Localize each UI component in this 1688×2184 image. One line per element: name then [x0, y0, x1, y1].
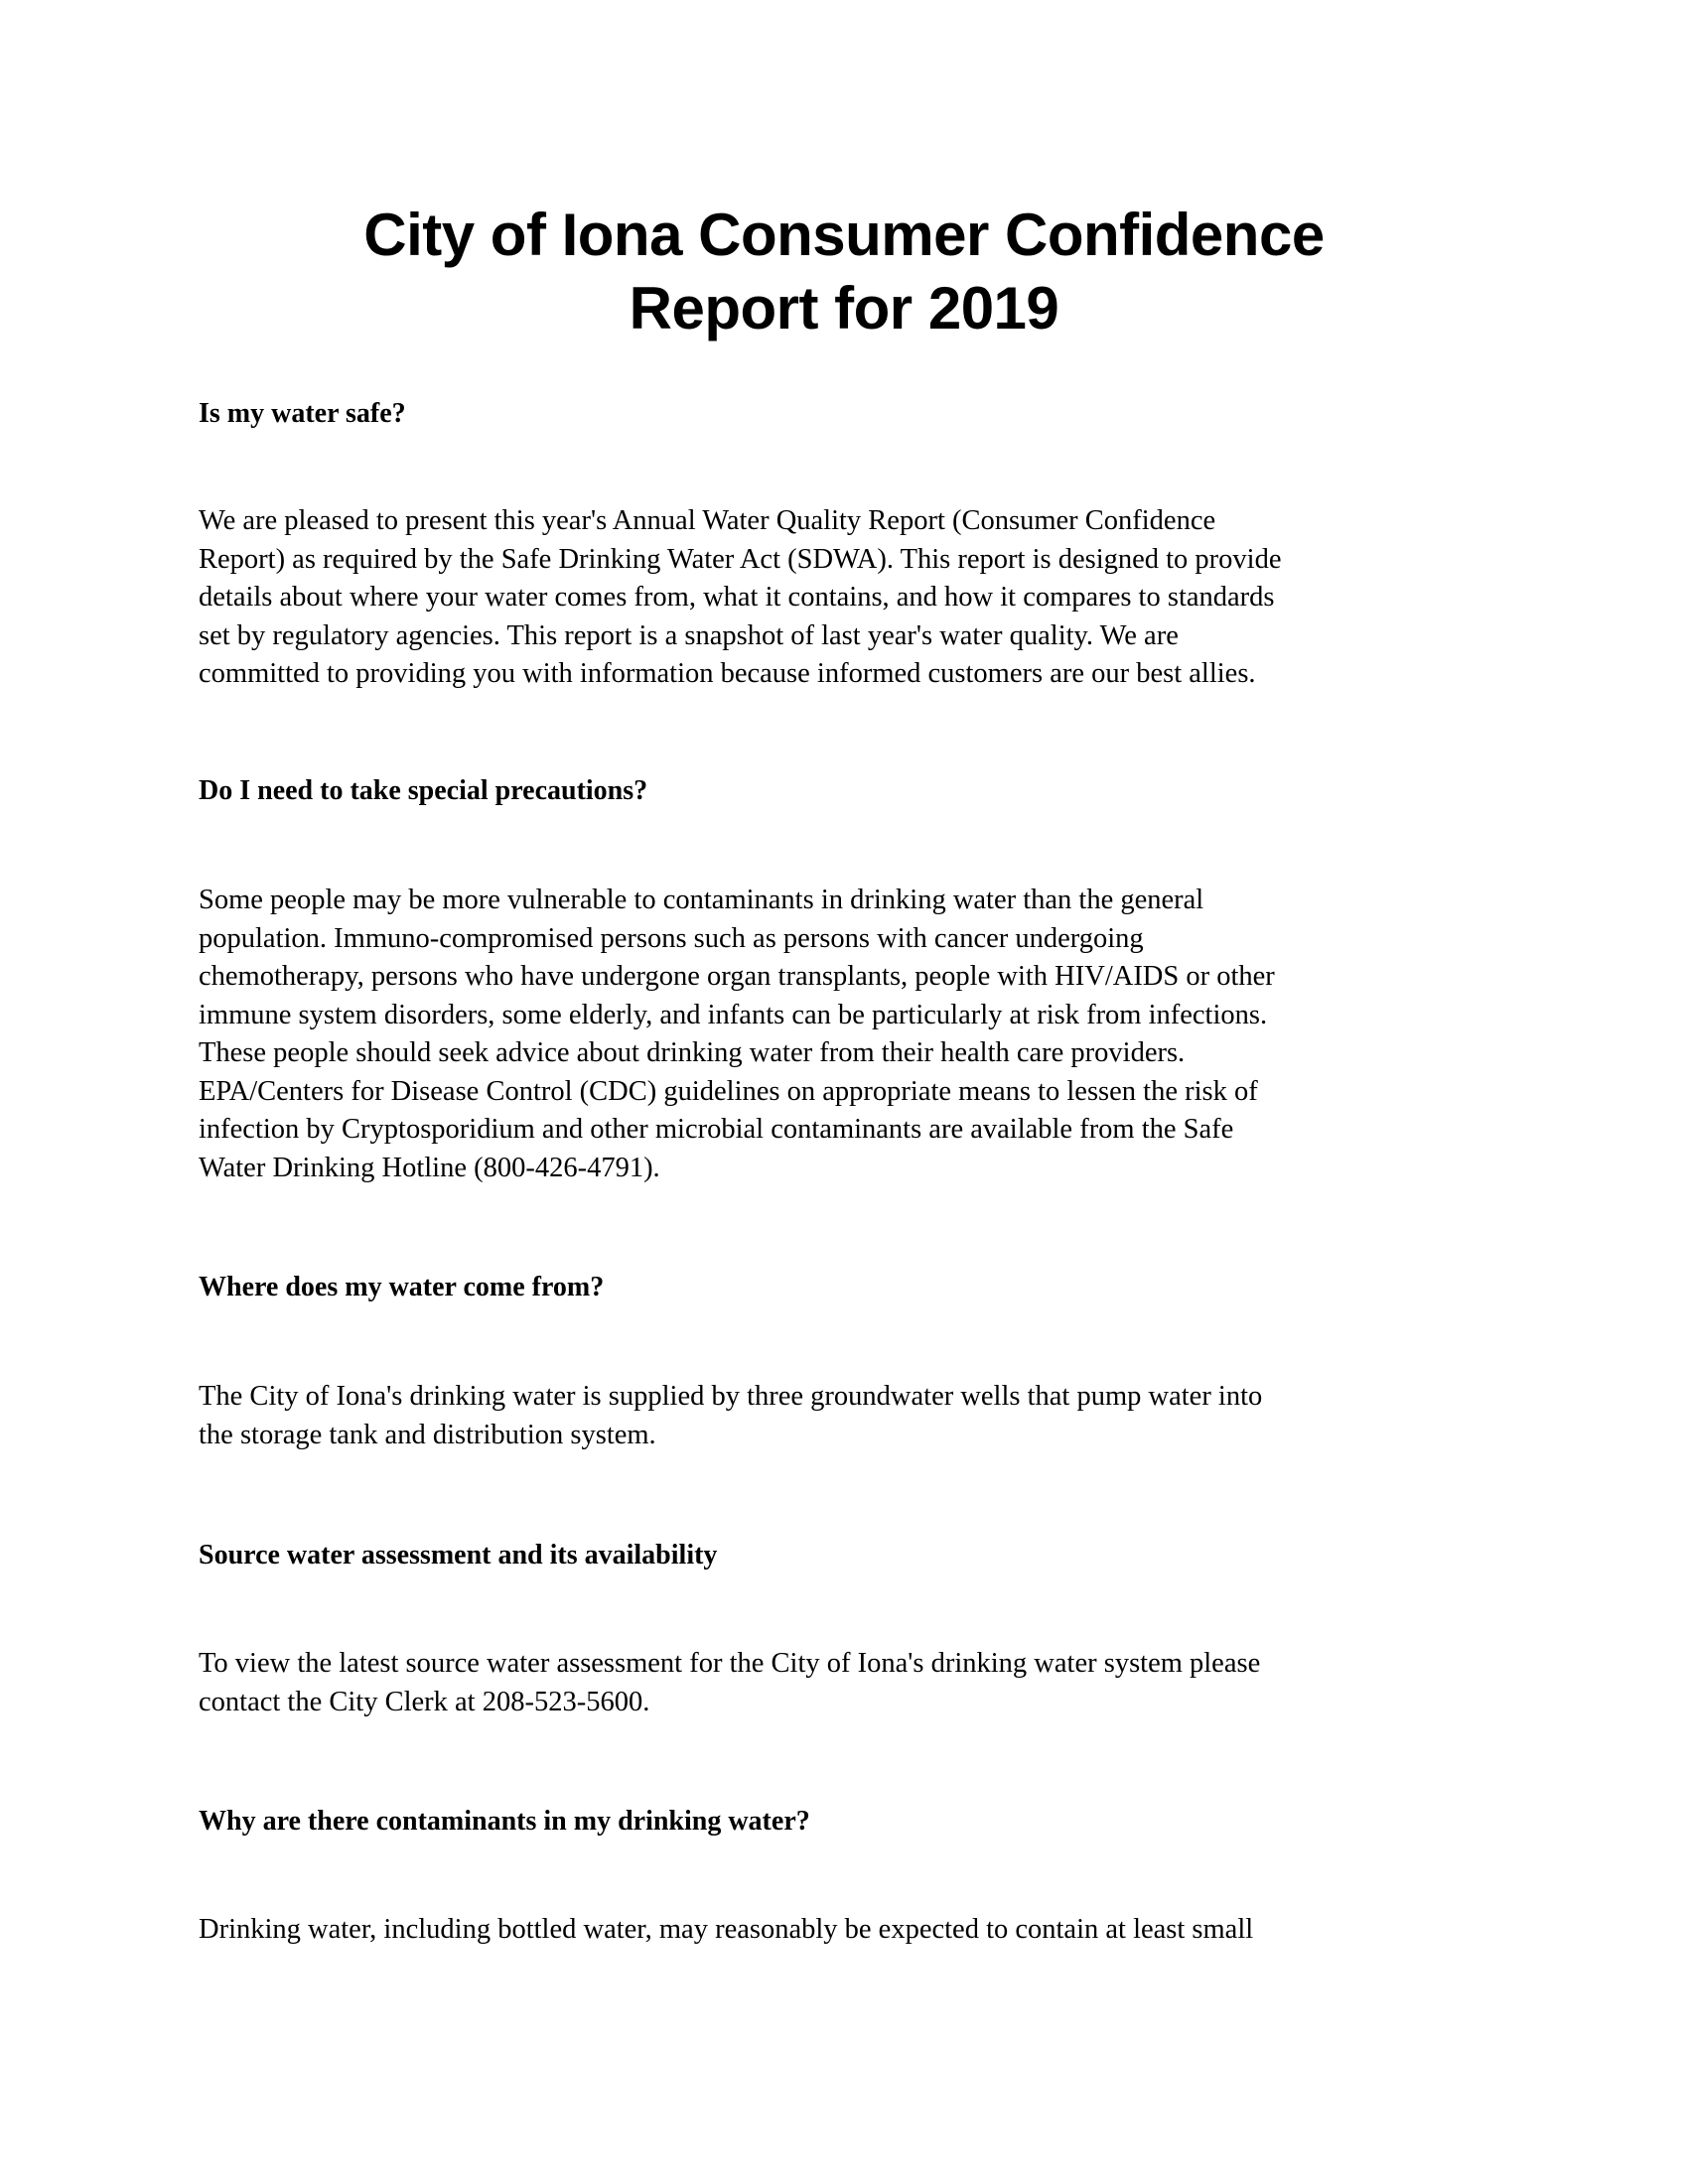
text-line: EPA/Centers for Disease Control (CDC) guidelines on appropriate means to lessen the risk of: [199, 1075, 1258, 1107]
text-line: Some people may be more vulnerable to contaminants in drinking water than the general: [199, 885, 1204, 915]
text-line: To view the latest source water assessment for the City of Iona's drinking water system please: [199, 1648, 1261, 1679]
text-line: chemotherapy, persons who have undergone organ transplants, people with HIV/AIDS or other: [199, 961, 1275, 992]
section-heading-source-assessment: Source water assessment and its availability: [199, 1540, 718, 1570]
section-body-water-safe: [199, 502, 1509, 694]
text-line: Water Drinking Hotline (800-426-4791).: [199, 1152, 660, 1183]
section-heading-water-source: Where does my water come from?: [199, 1272, 605, 1302]
text-line: We are pleased to present this year's Annual Water Quality Report (Consumer Confidence: [199, 505, 1216, 536]
text-line: These people should seek advice about drinking water from their health care providers.: [199, 1037, 1186, 1068]
section-heading-precautions: Do I need to take special precautions?: [199, 775, 648, 806]
text-line: Report) as required by the Safe Drinking Water Act (SDWA). This report is designed to provide: [199, 543, 1282, 575]
text-line: The City of Iona's drinking water is supplied by three groundwater wells that pump water into: [199, 1381, 1263, 1412]
section-body-precautions: [199, 882, 1509, 1187]
text-line: population. Immuno-compromised persons such as persons with cancer undergoing: [199, 922, 1144, 954]
text-line: details about where your water comes from, what it contains, and how it compares to standards: [199, 582, 1275, 613]
title-line: Report for 2019: [629, 275, 1059, 341]
section-heading-contaminants: Why are there contaminants in my drinking water?: [199, 1806, 810, 1837]
text-line: immune system disorders, some elderly, and infants can be particularly at risk from infections.: [199, 999, 1268, 1030]
text-line: set by regulatory agencies. This report is a snapshot of last year's water quality. We are: [199, 619, 1179, 651]
section-body-source-assessment: [199, 1645, 1509, 1721]
section-body-water-source: [199, 1378, 1509, 1454]
text-line: Drinking water, including bottled water, may reasonably be expected to contain at least small: [199, 1914, 1254, 1945]
text-line: committed to providing you with information because informed customers are our best allies.: [199, 658, 1256, 689]
title-line: City of Iona Consumer Confidence: [363, 202, 1325, 268]
section-body-contaminants: [199, 1911, 1509, 1950]
text-line: contact the City Clerk at 208-523-5600.: [199, 1686, 650, 1717]
report-title: [0, 199, 1688, 345]
text-line: infection by Cryptosporidium and other microbial contaminants are available from the Safe: [199, 1114, 1234, 1145]
text-line: the storage tank and distribution system.: [199, 1419, 656, 1450]
section-heading-water-safe: Is my water safe?: [199, 398, 406, 429]
